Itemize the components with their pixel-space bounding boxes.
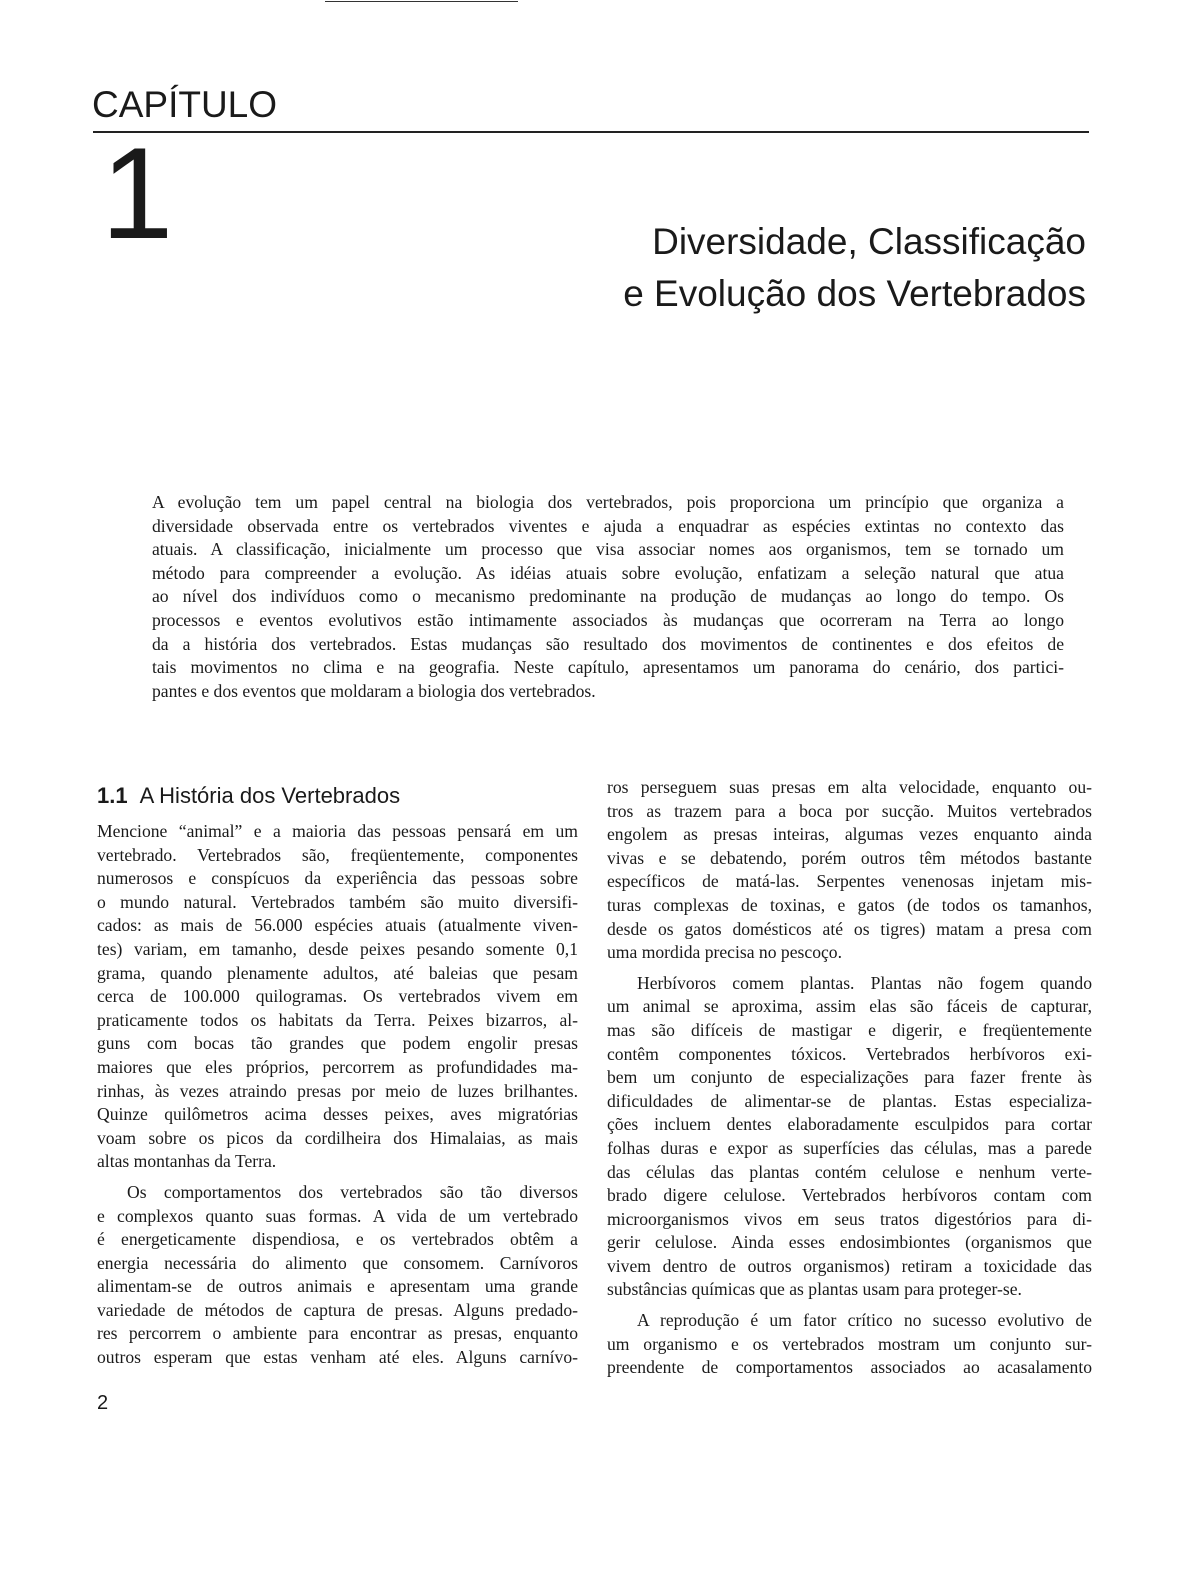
chapter-divider (93, 131, 1089, 133)
body-paragraph (607, 972, 1092, 1302)
text-line: alimentam-se de outros animais e apresentam uma grande (97, 1276, 578, 1297)
section-title: A História dos Vertebrados (139, 783, 401, 808)
text-line: engolem as presas inteiras, algumas vezes enquanto ainda (607, 824, 1092, 845)
text-line: das células das plantas contém celulose e nenhum verte- (607, 1161, 1092, 1182)
text-line: outros esperam que estas venham até eles. Alguns carnívo- (97, 1347, 578, 1368)
text-line: uma mordida precisa no pescoço. (607, 942, 842, 963)
text-line: Mencione “animal” e a maioria das pessoas pensará em um (97, 821, 578, 841)
text-line: tais movimentos no clima e na geografia. Neste capítulo, apresentamos um panorama do cenário, dos partici- (152, 657, 1064, 678)
text-line: voam sobre os picos da cordilheira dos Himalaias, as mais (97, 1127, 578, 1148)
text-line: A reprodução é um fator crítico no sucesso evolutivo de (637, 1310, 1092, 1331)
text-line: e complexos quanto suas formas. A vida de um vertebrado (97, 1205, 578, 1226)
section-number: 1.1 (97, 783, 128, 808)
text-line: atuais. A classificação, inicialmente um processo que visa associar nomes aos organismos, tem se tornado um (152, 539, 1064, 560)
text-line: pantes e dos eventos que moldaram a biologia dos vertebrados. (152, 680, 596, 701)
text-line: energia necessária do alimento que consomem. Carnívoros (97, 1252, 578, 1273)
text-line: microorganismos vivos em seus tratos digestórios para di- (607, 1208, 1092, 1229)
text-line: vertebrado. Vertebrados são, freqüentemente, componentes (97, 844, 578, 865)
chapter-number: 1 (101, 120, 174, 266)
text-line: ros perseguem suas presas em alta velocidade, enquanto ou- (607, 777, 1092, 797)
text-line: A evolução tem um papel central na biologia dos vertebrados, pois proporciona um princípio que organiza a (152, 492, 1064, 512)
text-line: turas complexas de toxinas, e gatos (de todos os tamanhos, (607, 894, 1092, 915)
chapter-abstract (152, 491, 1064, 703)
left-column (97, 820, 578, 1370)
section-heading (97, 783, 400, 809)
text-line: preendente de comportamentos associados ao acasalamento (607, 1357, 1092, 1378)
text-line: tros as trazem para a boca por sucção. Muitos vertebrados (607, 800, 1092, 821)
text-line: um animal se aproxima, assim elas são fáceis de capturar, (607, 996, 1092, 1017)
text-line: da a história dos vertebrados. Estas mudanças são resultado dos movimentos de continentes e dos efeitos de (152, 633, 1064, 654)
text-line: substâncias químicas que as plantas usam para proteger-se. (607, 1279, 1022, 1300)
text-line: praticamente todos os habitats da Terra. Peixes bizarros, al- (97, 1009, 578, 1030)
text-line: contêm componentes tóxicos. Vertebrados herbívoros exi- (607, 1043, 1092, 1064)
text-line: o mundo natural. Vertebrados também são muito diversifi- (97, 891, 578, 912)
text-line: processos e eventos evolutivos estão intimamente associados às mudanças que ocorreram na Terra ao longo (152, 609, 1064, 630)
right-column (607, 776, 1092, 1380)
text-line: folhas duras e expor as superfícies das células, mas a parede (607, 1137, 1092, 1158)
chapter-title (623, 216, 1086, 320)
text-line: mas são difíceis de mastigar e digerir, e freqüentemente (607, 1019, 1092, 1040)
text-line: desde os gatos domésticos até os tigres) matam a presa com (607, 918, 1092, 939)
text-line: Os comportamentos dos vertebrados são tão diversos (127, 1181, 578, 1202)
text-line: guns com bocas tão grandes que podem engolir presas (97, 1033, 578, 1054)
body-paragraph (607, 1309, 1092, 1380)
text-line: numerosos e conspícuos da experiência das pessoas sobre (97, 868, 578, 889)
text-line: diversidade observada entre os vertebrados viventes e ajuda a enquadrar as espécies extintas no contexto das (152, 515, 1064, 536)
abstract-paragraph (152, 491, 1064, 703)
text-line: método para compreender a evolução. As idéias atuais sobre evolução, enfatizam a seleção natural que atua (152, 562, 1064, 583)
text-line: res percorrem o ambiente para encontrar as presas, enquanto (97, 1323, 578, 1344)
text-line: Quinze quilômetros acima desses peixes, aves migratórias (97, 1104, 578, 1125)
text-line: vivas e se debatendo, porém outros têm métodos bastante (607, 847, 1092, 868)
text-line: bem um conjunto de especializações para fazer frente às (607, 1067, 1092, 1088)
text-line: ções incluem dentes elaboradamente esculpidos para cortar (607, 1114, 1092, 1135)
text-line: gerir celulose. Ainda esses endosimbiontes (organismos que (607, 1232, 1092, 1253)
text-line: altas montanhas da Terra. (97, 1151, 277, 1172)
text-line: cados: as mais de 56.000 espécies atuais (atualmente viven- (97, 915, 578, 936)
text-line: maiores que eles próprios, percorrem as profundidades ma- (97, 1056, 578, 1077)
top-rule (325, 1, 518, 2)
text-line: rinhas, às vezes atraindo presas por meio de luzes brilhantes. (97, 1080, 578, 1101)
text-line: é energeticamente dispendiosa, e os vertebrados obtêm a (97, 1229, 578, 1250)
text-line: cerca de 100.000 quilogramas. Os vertebrados vivem em (97, 986, 578, 1007)
chapter-label: CAPÍTULO (92, 84, 278, 125)
text-line: vivem dentro de outros organismos) retiram a toxicidade das (607, 1255, 1092, 1276)
chapter-title-line: e Evolução dos Vertebrados (623, 273, 1086, 314)
text-line: variedade de métodos de captura de presas. Alguns predado- (97, 1299, 578, 1320)
text-line: tes) variam, em tamanho, desde peixes pesando somente 0,1 (97, 938, 578, 959)
chapter-title-line: Diversidade, Classificação (652, 221, 1086, 262)
text-line: um organismo e os vertebrados mostram um conjunto sur- (607, 1333, 1092, 1354)
body-paragraph (607, 776, 1092, 965)
text-line: específicos de matá-las. Serpentes venenosas injetam mis- (607, 871, 1092, 892)
body-paragraph (97, 1181, 578, 1370)
text-line: ao nível dos indivíduos como o mecanismo predominante na produção de mudanças ao longo do tempo. Os (152, 586, 1064, 607)
text-line: dificuldades de alimentar-se de plantas. Estas especializa- (607, 1090, 1092, 1111)
text-line: brado digere celulose. Vertebrados herbívoros contam com (607, 1185, 1092, 1206)
text-line: grama, quando plenamente adultos, até baleias que pesam (97, 962, 578, 983)
text-line: Herbívoros comem plantas. Plantas não fogem quando (637, 972, 1092, 993)
page-number: 2 (97, 1392, 109, 1414)
body-paragraph (97, 820, 578, 1174)
